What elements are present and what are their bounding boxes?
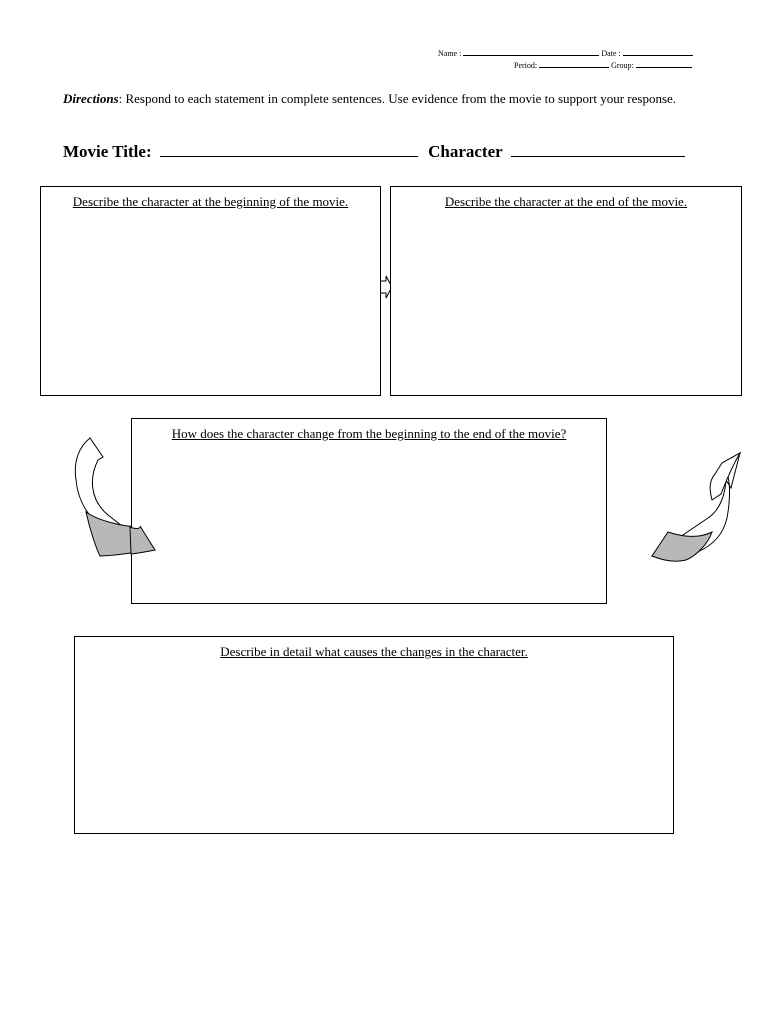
causes-prompt: Describe in detail what causes the changes in the character.	[220, 644, 528, 659]
name-label: Name :	[438, 49, 462, 58]
curved-arrow-right-icon	[652, 453, 740, 561]
directions-text: : Respond to each statement in complete sentences. Use evidence from the movie to support your response.	[118, 91, 677, 106]
causes-box[interactable]	[74, 636, 674, 834]
beginning-prompt: Describe the character at the beginning of the movie.	[72, 194, 349, 209]
group-label: Group:	[611, 61, 634, 70]
period-label: Period:	[514, 61, 538, 70]
date-label: Date :	[601, 49, 621, 58]
directions-label: Directions	[63, 91, 119, 106]
character-label: Character	[428, 142, 503, 161]
end-prompt: Describe the character at the end of the movie.	[444, 194, 688, 209]
change-box[interactable]	[131, 418, 607, 604]
change-prompt: How does the character change from the beginning to the end of the movie?	[171, 426, 567, 441]
movie-title-label: Movie Title:	[63, 142, 152, 161]
end-box[interactable]	[390, 186, 742, 396]
beginning-box[interactable]	[40, 186, 381, 396]
